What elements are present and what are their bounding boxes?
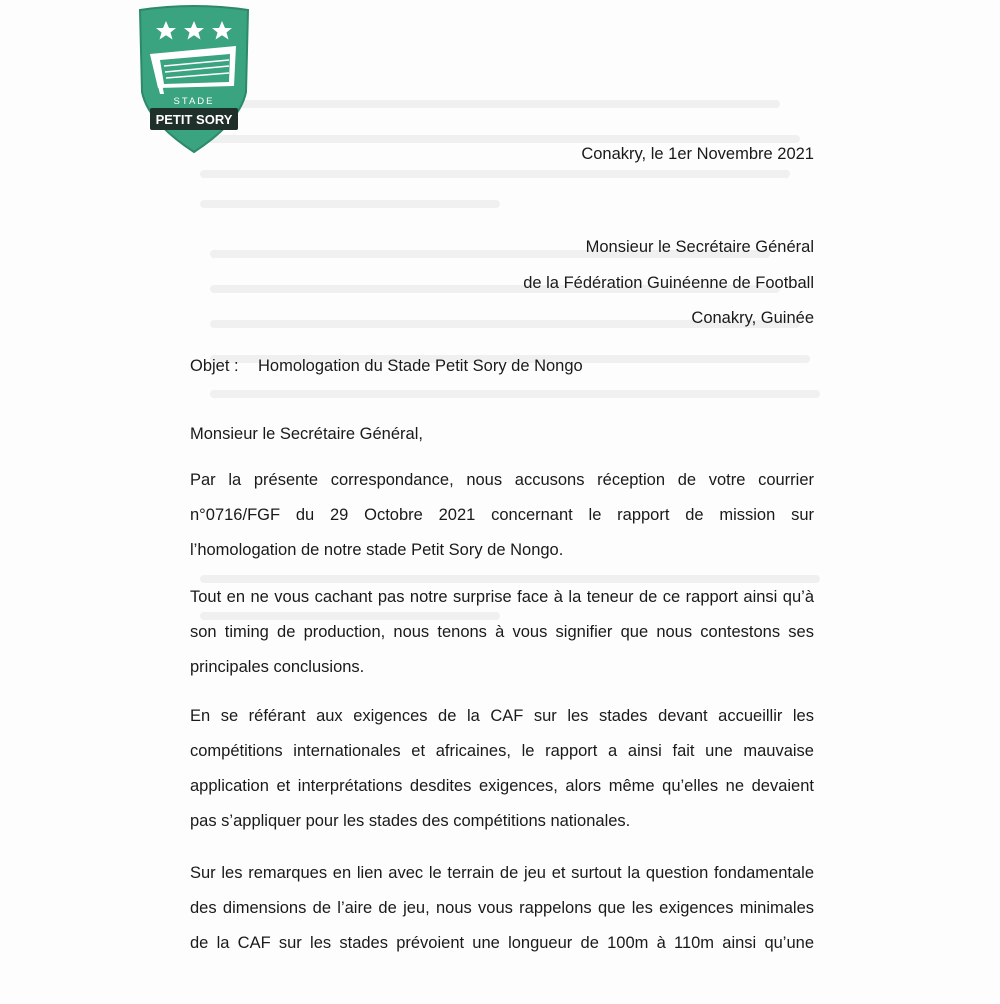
subject-label: Objet : [190, 357, 239, 375]
paragraph-4 [190, 856, 814, 961]
paragraph-line: En se référant aux exigences de la CAF sur les stades devant accueillir les [190, 707, 814, 725]
paragraph-2 [190, 580, 814, 685]
paragraph-line: Par la présente correspondance, nous accusons réception de votre courrier [190, 471, 814, 489]
recipient-line-1: Monsieur le Secrétaire Général [585, 238, 814, 256]
paragraph-line: son timing de production, nous tenons à vous signifier que nous contestons ses [190, 623, 814, 641]
paragraph-line: principales conclusions. [190, 658, 365, 676]
paragraph-line: application et interprétations desdites exigences, alors même qu’elles ne devaient [190, 777, 814, 795]
recipient-line-2: de la Fédération Guinéenne de Football [523, 274, 814, 292]
shield-emblem-icon [136, 4, 252, 154]
paragraph-line: de la CAF sur les stades prévoient une longueur de 100m à 110m ainsi qu’une [190, 934, 814, 952]
recipient-line-3: Conakry, Guinée [691, 309, 814, 327]
salutation: Monsieur le Secrétaire Général, [190, 425, 423, 443]
letter-date: Conakry, le 1er Novembre 2021 [581, 145, 814, 163]
paragraph-line: Sur les remarques en lien avec le terrain de jeu et surtout la question fondamentale [190, 864, 814, 882]
subject-line [190, 356, 583, 376]
svg-text:PETIT SORY: PETIT SORY [155, 112, 233, 127]
paragraph-line: l’homologation de notre stade Petit Sory de Nongo. [190, 541, 564, 559]
paragraph-3 [190, 699, 814, 839]
stade-petit-sory-logo [136, 4, 252, 154]
paragraph-line: des dimensions de l’aire de jeu, nous vous rappelons que les exigences minimales [190, 899, 814, 917]
subject-text: Homologation du Stade Petit Sory de Nongo [258, 357, 583, 375]
paragraph-line: compétitions internationales et africaines, le rapport a ainsi fait une mauvaise [190, 742, 814, 760]
paragraph-1 [190, 463, 814, 568]
paragraph-line: pas s’appliquer pour les stades des compétitions nationales. [190, 812, 631, 830]
paragraph-line: Tout en ne vous cachant pas notre surprise face à la teneur de ce rapport ainsi qu’à [190, 588, 814, 606]
paragraph-line: n°0716/FGF du 29 Octobre 2021 concernant le rapport de mission sur [190, 506, 814, 524]
svg-text:STADE: STADE [173, 96, 215, 107]
